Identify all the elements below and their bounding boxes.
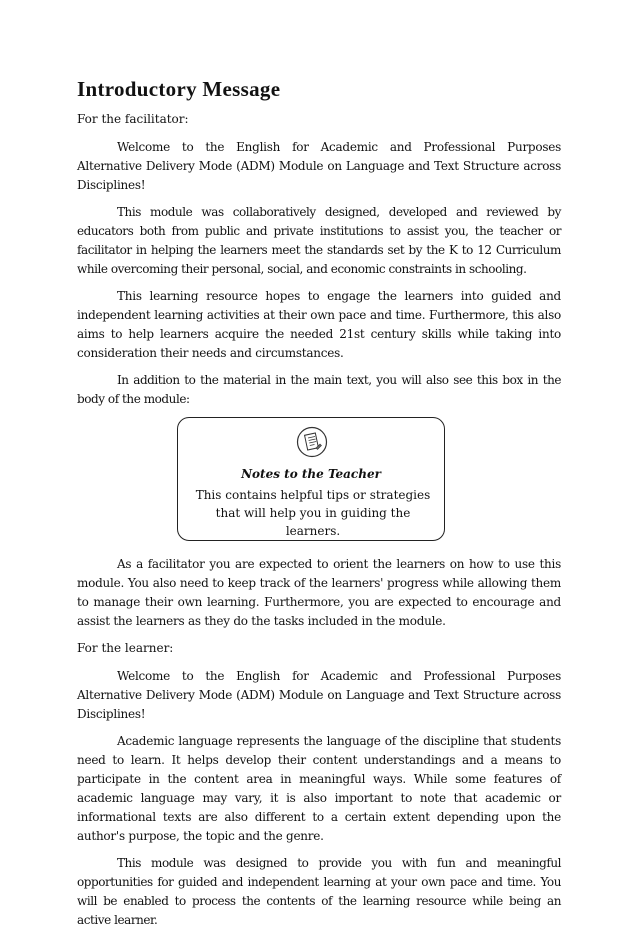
facilitator-paragraph-1: Welcome to the English for Academic and Professional Purposes Alternative Delivery Mode (ADM) Module on Language and Text Structure across Disciplines! [77, 140, 561, 192]
facilitator-paragraph-2: This module was collaboratively designed, developed and reviewed by educators both from public and private institutions to assist you, the teacher or facilitator in helping the learners meet the standards set by the K to 12 Curriculum while overcoming their personal, social, and economic constraints in schooling. [77, 205, 561, 276]
learner-label: For the learner: [77, 641, 174, 655]
notes-icon [296, 426, 328, 458]
page-title: Introductory Message [77, 77, 281, 101]
notes-to-teacher-box [177, 417, 445, 541]
learner-paragraph-1: Welcome to the English for Academic and Professional Purposes Alternative Delivery Mode (ADM) Module on Language and Text Structure across Disciplines! [77, 669, 561, 721]
document-page [77, 76, 561, 938]
facilitator-paragraph-3: This learning resource hopes to engage the learners into guided and independent learning activities at their own pace and time. Furthermore, this also aims to help learners acquire the needed 21st century skills while taking into consideration their needs and circumstances. [77, 289, 561, 360]
notes-box-container [77, 417, 561, 547]
learner-paragraph-2: Academic language represents the language of the discipline that students need to learn. It helps develop their content understandings and a means to participate in the content area in meaningful ways. While some features of academic language may vary, it is also important to note that academic or informational texts are also different to a certain extent depending upon the author's purpose, the topic and the genre. [77, 734, 561, 843]
notes-box-body: This contains helpful tips or strategies that will help you in guiding the learners. [195, 488, 431, 538]
learner-paragraph-3: This module was designed to provide you with fun and meaningful opportunities for guided and independent learning at your own pace and time. You will be enabled to process the contents of the learning resource while being an active learner. [77, 856, 561, 927]
facilitator-paragraph-4: In addition to the material in the main text, you will also see this box in the body of the module: [77, 373, 561, 406]
facilitator-paragraph-5: As a facilitator you are expected to orient the learners on how to use this module. You also need to keep track of the learners' progress while allowing them to manage their own learning. Furthermore, you are expected to encourage and assist the learners as they do the tasks included in the module. [77, 557, 561, 628]
notes-box-title: Notes to the Teacher [241, 467, 381, 481]
facilitator-label: For the facilitator: [77, 112, 189, 126]
